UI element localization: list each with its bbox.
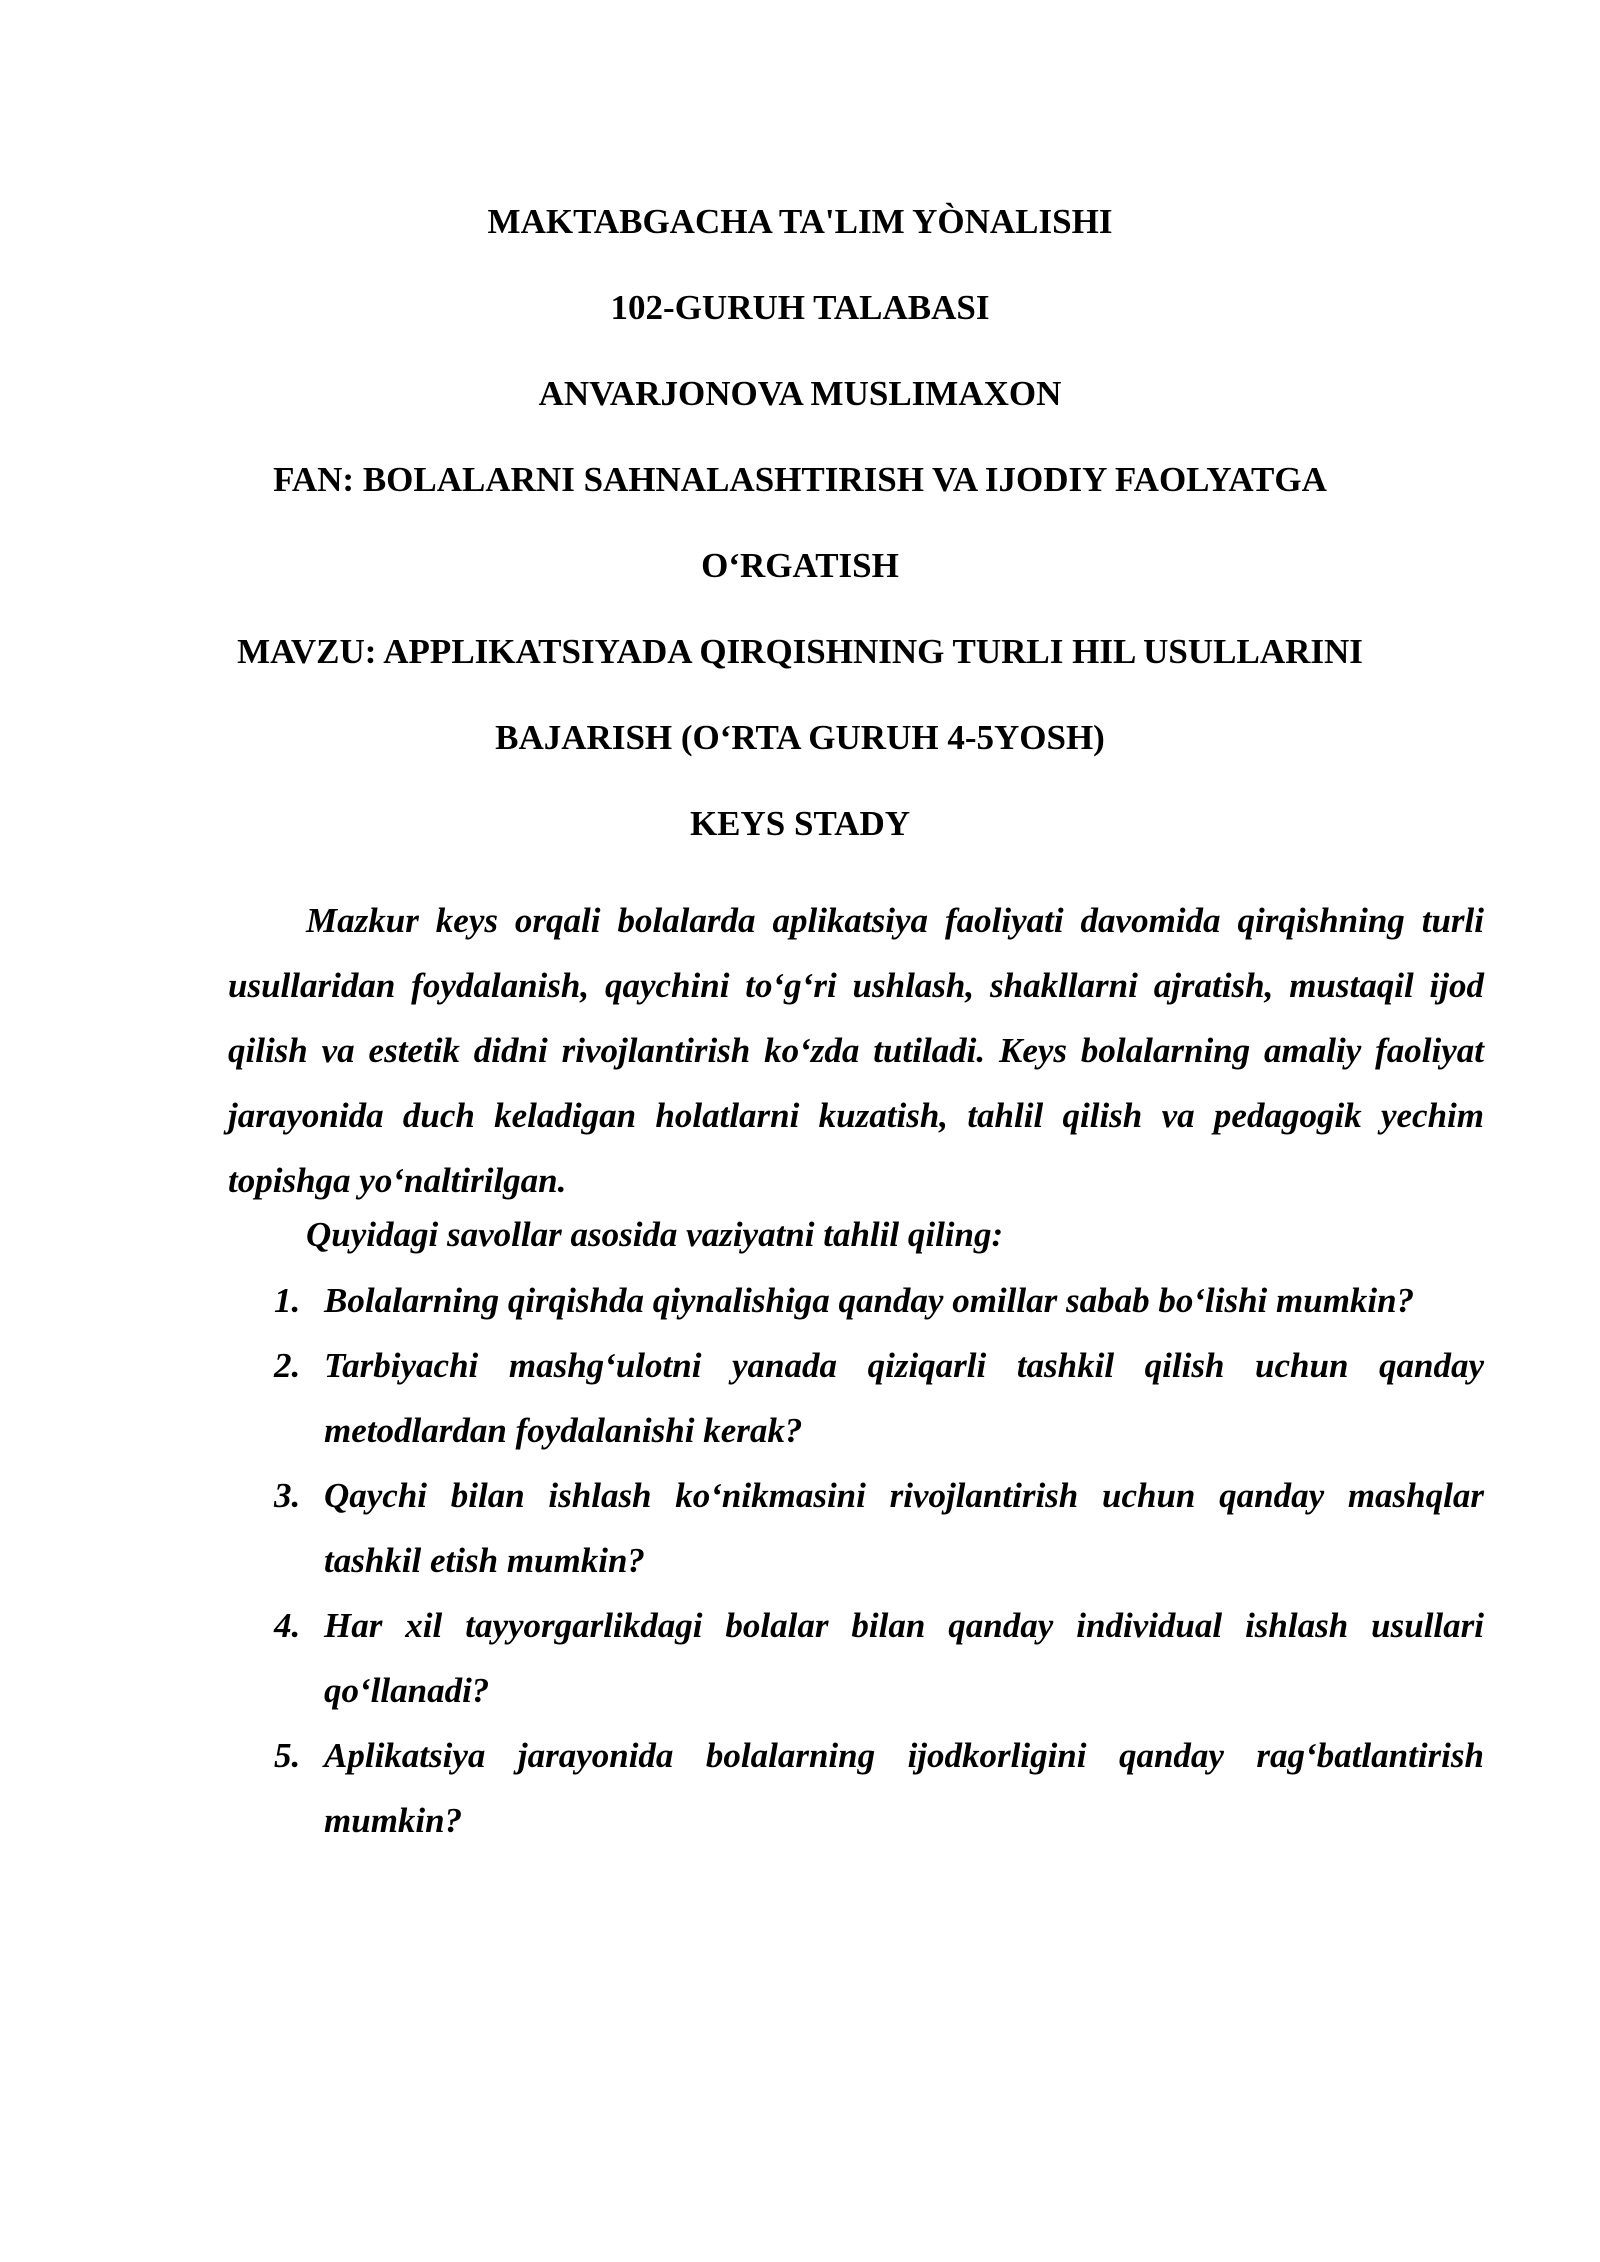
header-line-topic-cont: BAJARISH (O‘RTA GURUH 4-5YOSH) xyxy=(495,718,1105,757)
header-line-subject-cont: O‘RGATISH xyxy=(701,546,899,585)
question-text: Har xil tayyorgarlikdagi bolalar bilan qanday individual ishlash usullari qo‘llanadi? xyxy=(324,1606,1484,1710)
question-text: Qaychi bilan ishlash ko‘nikmasini rivojlantirish uchun qanday mashqlar tashkil etish mumkin? xyxy=(324,1476,1484,1580)
question-number: 3. xyxy=(274,1476,301,1515)
question-text: Aplikatsiya jarayonida bolalarning ijodkorligini qanday rag‘batlantirish mumkin? xyxy=(324,1736,1484,1840)
header-line-case-study: KEYS STADY xyxy=(689,804,911,843)
intro-paragraph: Mazkur keys orqali bolalarda aplikatsiya faoliyati davomida qirqishning turli usullaridan foydalanish, qaychini to‘g‘ri ushlash, shakllarni ajratish, mustaqil ijod qilish va estetik didni rivojlantirish ko‘zda tutiladi. Keys bolalarning amaliy faoliyat jarayonida duch keladigan holatlarni kuzatish, tahlil qilish va pedagogik yechim topishga yo‘naltirilgan. xyxy=(228,901,1484,1200)
header-line-direction: MAKTABGACHA TA'LIM YÒNALISHI xyxy=(487,202,1113,241)
question-number: 4. xyxy=(274,1606,301,1645)
header-line-group: 102-GURUH TALABASI xyxy=(610,288,990,327)
question-number: 1. xyxy=(274,1281,301,1320)
questions-prompt: Quyidagi savollar asosida vaziyatni tahlil qiling: xyxy=(306,1215,1004,1254)
header-line-topic: MAVZU: APPLIKATSIYADA QIRQISHNING TURLI HIL USULLARINI xyxy=(237,632,1363,671)
question-text: Tarbiyachi mashg‘ulotni yanada qiziqarli tashkil qilish uchun qanday metodlardan foydalanishi kerak? xyxy=(324,1346,1484,1450)
question-number: 2. xyxy=(274,1346,301,1385)
header-line-subject: FAN: BOLALARNI SAHNALASHTIRISH VA IJODIY FAOLYATGA xyxy=(273,460,1327,499)
question-text: Bolalarning qirqishda qiynalishiga qanday omillar sabab bo‘lishi mumkin? xyxy=(324,1281,1415,1320)
question-number: 5. xyxy=(274,1736,301,1775)
header-line-student-name: ANVARJONOVA MUSLIMAXON xyxy=(538,374,1062,413)
